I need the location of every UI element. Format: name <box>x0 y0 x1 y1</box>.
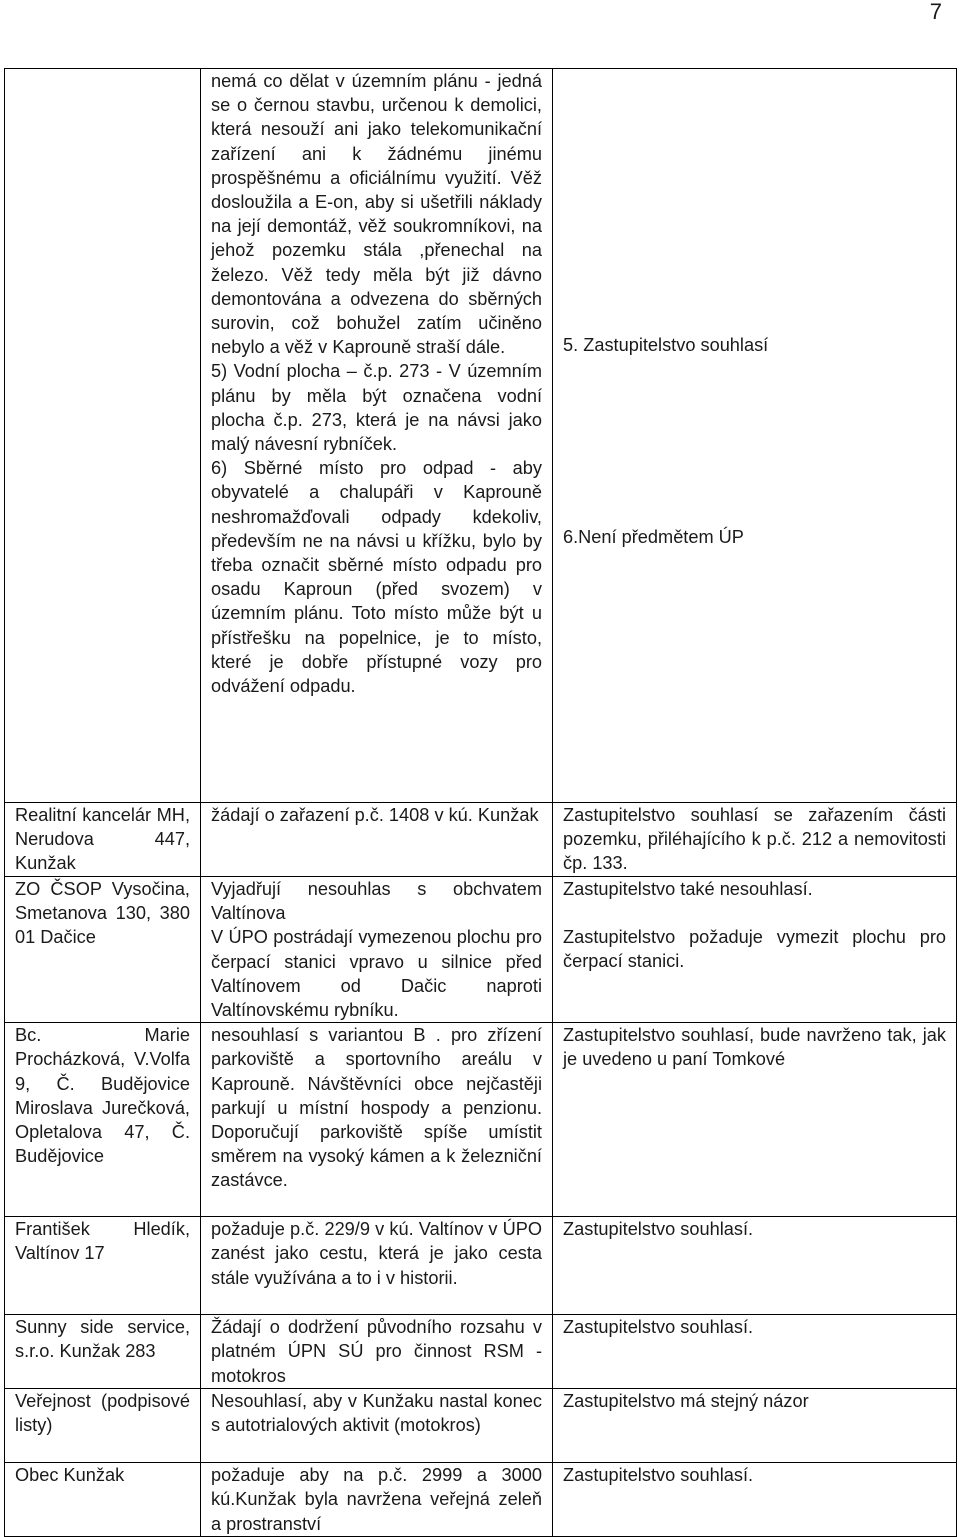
submitter: Sunny side service, s.r.o. Kunžak 283 <box>15 1317 190 1362</box>
objection-cell <box>201 1023 553 1217</box>
decision-text: Zastupitelstvo souhlasí. <box>563 1317 754 1338</box>
submitter-cell <box>5 877 201 1023</box>
submitter: Obec Kunžak <box>15 1465 125 1486</box>
objection-text: Vyjadřují nesouhlas s obchvatem Valtínova <box>211 879 542 924</box>
table-row <box>5 1023 957 1217</box>
decision-text: 5. Zastupitelstvo souhlasí <box>563 335 769 355</box>
table-row <box>5 1315 957 1389</box>
objection-cell <box>201 1217 553 1315</box>
table-row <box>5 1463 957 1537</box>
decision-cell <box>553 803 957 877</box>
decision-cell <box>553 69 957 803</box>
objection-cell <box>201 1315 553 1389</box>
decision-cell <box>553 877 957 1023</box>
objection-cell <box>201 1389 553 1463</box>
submitter-cell <box>5 1389 201 1463</box>
objection-cell <box>201 877 553 1023</box>
submitter-cell <box>5 69 201 803</box>
submitter: Veřejnost (podpisové listy) <box>15 1391 190 1436</box>
table-row <box>5 1389 957 1463</box>
submitter-cell <box>5 1023 201 1217</box>
submitter: ZO ČSOP Vysočina, Smetanova 130, 380 01 Dačice <box>15 879 190 948</box>
decision-text: Zastupitelstvo také nesouhlasí. <box>563 879 813 899</box>
table-row <box>5 69 957 803</box>
objection-cell <box>201 69 553 803</box>
page-number: 7 <box>929 0 942 24</box>
objection-text: 6) Sběrné místo pro odpad - aby obyvatelé a chalupáři v Kaprouně neshromažďovali odpady kdekoliv, především ne na návsi u křížku, bylo by třeba označit sběrné místo odpadu pro osadu Kaproun (před svozem) v územním plánu. Toto místo může být u přístřešku na popelnice, je to místo, které je dobře přístupné vozy pro odvážení odpadu. <box>211 458 542 697</box>
objection-text: Nesouhlasí, aby v Kunžaku nastal konec s autotrialových aktivit (motokros) <box>211 1391 542 1436</box>
objection-text: Žádají o dodržení původního rozsahu v platném ÚPN SÚ pro činnost RSM - motokros <box>211 1317 542 1386</box>
submitter: Realitní kancelár MH, Nerudova 447, Kunžak <box>15 805 190 874</box>
decision-cell <box>553 1315 957 1389</box>
objection-text: požaduje aby na p.č. 2999 a 3000 kú.Kunžak byla navržena veřejná zeleň a prostranství <box>211 1465 542 1534</box>
table-row <box>5 877 957 1023</box>
submitter: Bc. Marie Procházková, V.Volfa 9, Č. Budějovice Miroslava Jurečková, Opletalova 47, Č. Budějovice <box>15 1025 190 1167</box>
decision-text: Zastupitelstvo souhlasí se zařazením části pozemku, přiléhajícího k p.č. 212 a nemovitosti čp. 133. <box>563 805 946 874</box>
decision-text: Zastupitelstvo požaduje vymezit plochu pro čerpací stanici. <box>563 927 946 972</box>
submitter: František Hledík, Valtínov 17 <box>15 1219 190 1264</box>
submitter-cell <box>5 1315 201 1389</box>
objection-text: nesouhlasí s variantou B . pro zřízení parkoviště a sportovního areálu v Kaprouně. Návštěvníci obce nejčastěji parkují u místní hospody a penzionu. Doporučují parkoviště spíše umístit směrem na vysoký kámen a k železniční zastávce. <box>211 1025 542 1191</box>
decision-text: Zastupitelstvo souhlasí. <box>563 1465 754 1486</box>
comments-table <box>4 68 957 1537</box>
table-row <box>5 803 957 877</box>
decision-text: Zastupitelstvo souhlasí. <box>563 1219 754 1240</box>
decision-cell <box>553 1463 957 1537</box>
decision-text: 6.Není předmětem ÚP <box>563 527 744 548</box>
objection-text: 5) Vodní plocha – č.p. 273 - V územním plánu by měla být označena vodní plocha č.p. 273, která je na návsi jako malý návesní rybníček. <box>211 361 542 455</box>
submitter-cell <box>5 803 201 877</box>
objection-cell <box>201 1463 553 1537</box>
objection-text: žádají o zařazení p.č. 1408 v kú. Kunžak <box>211 805 539 825</box>
decision-cell <box>553 1217 957 1315</box>
decision-cell <box>553 1389 957 1463</box>
submitter-cell <box>5 1463 201 1537</box>
decision-cell <box>553 1023 957 1217</box>
objection-cell <box>201 803 553 877</box>
objection-text: nemá co dělat v územním plánu - jedná se o černou stavbu, určenou k demolici, která nesouží ani jako telekomunikační zařízení ani k žádnému jinému prospěšnému a oficiálnímu využití. Věž dosloužila a E-on, aby si ušetřili náklady na její demontáž, věž soukromníkovi, na jehož pozemku stála ,přenechal na železo. Věž tedy měla být již dávno demontována a odvezena do sběrných surovin, což bohužel zatím učiněno nebylo a věž v Kaprouně straší dále. <box>211 71 542 358</box>
decision-text: Zastupitelstvo souhlasí, bude navrženo tak, jak je uvedeno u paní Tomkové <box>563 1025 946 1070</box>
objection-text: požaduje p.č. 229/9 v kú. Valtínov v ÚPO zanést jako cestu, která je jako cesta stále využívána a to i v historii. <box>211 1219 542 1288</box>
submitter-cell <box>5 1217 201 1315</box>
decision-text: Zastupitelstvo má stejný názor <box>563 1391 809 1412</box>
objection-text: V ÚPO postrádají vymezenou plochu pro čerpací stanici vpravo u silnice před Valtínovem od Dačic naproti Valtínovskému rybníku. <box>211 927 542 1021</box>
table-row <box>5 1217 957 1315</box>
